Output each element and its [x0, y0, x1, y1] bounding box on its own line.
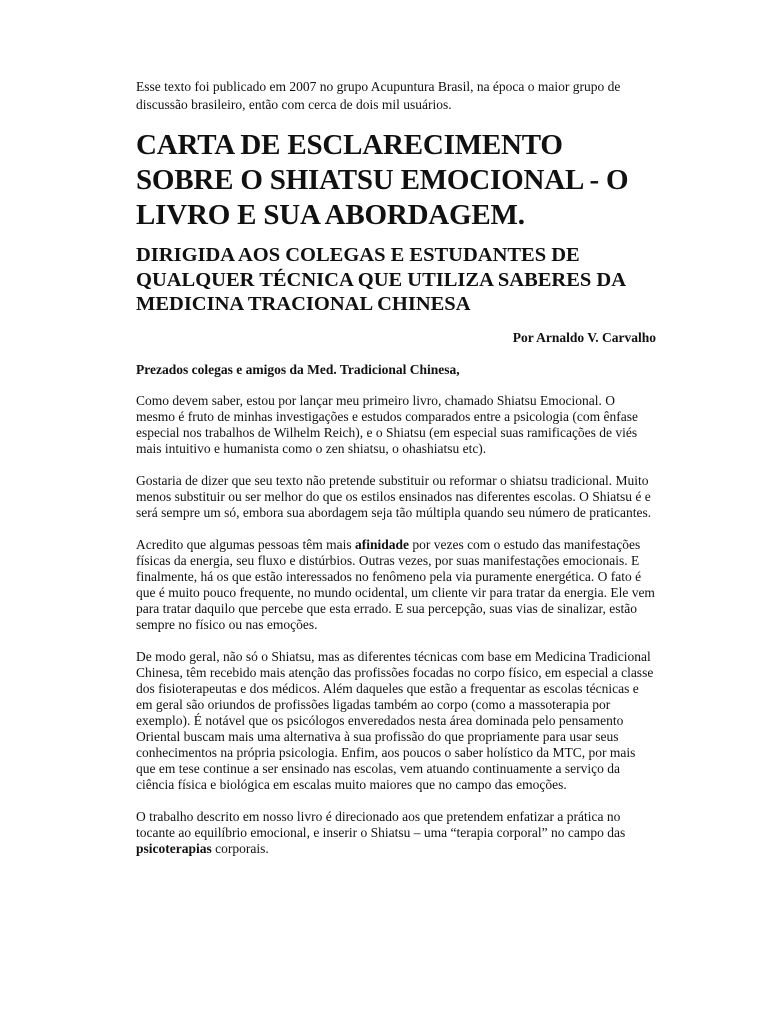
document-subtitle: DIRIGIDA AOS COLEGAS E ESTUDANTES DE QUALQUER TÉCNICA QUE UTILIZA SABERES DA MEDICINA TRACIONAL CHINESA: [136, 244, 625, 315]
paragraph-4: De modo geral, não só o Shiatsu, mas as diferentes técnicas com base em Medicina Tradicional Chinesa, têm recebido mais atenção das profissões focadas no corpo físico, em especial a classe dos fisioterapeutas e dos médicos. Além daqueles que estão a frequentar as escolas técnicas e em geral são oriundos de profissões ligadas também ao corpo (como a massoterapia por exemplo). É notável que os psicólogos enveredados nesta área dominada pelo pensamento Oriental buscam mais uma alternativa à sua profissão do que propriamente para usar seus conhecimentos na própria psicologia. Enfim, aos poucos o saber holístico da MTC, por mais que em tese continue a ser ensinado nas escolas, vem atuando continuamente a serviço da ciência física e biológica em escalas muito maiores que no campo das emoções.: [136, 648, 654, 792]
document-page: [136, 78, 656, 873]
intro-note: Esse texto foi publicado em 2007 no grupo Acupuntura Brasil, na época o maior grupo de discussão brasileiro, então com cerca de dois mil usuários.: [136, 79, 621, 112]
paragraph-3-text-end: por vezes com o estudo das manifestações físicas da energia, seu fluxo e distúrbios. Outras vezes, por suas manifestações emocionais. E finalmente, há os que estão interessados no fenômeno pela via puramente energética. O fato é que é muito pouco frequente, no mundo ocidental, um cliente vir para tratar da energia. Ele vem para tratar daquilo que percebe que esta errado. E sua percepção, suas vias de sinalizar, estão sempre no físico ou nas emoções.: [136, 536, 655, 632]
paragraph-2: Gostaria de dizer que seu texto não pretende substituir ou reformar o shiatsu tradicional. Muito menos substituir ou ser melhor do que os estilos ensinados nas diferentes escolas. O Shiatsu é e será sempre um só, embora sua abordagem seja tão múltipla quando seu número de praticantes.: [136, 472, 652, 520]
greeting: Prezados colegas e amigos da Med. Tradicional Chinesa,: [136, 361, 460, 377]
paragraph-5-emphasis: psicoterapias: [136, 840, 212, 856]
paragraph-3-emphasis: afinidade: [354, 536, 409, 552]
paragraph-3-text-start: Acredito que algumas pessoas têm mais: [136, 536, 355, 552]
paragraph-5-text-end: corporais.: [211, 840, 269, 856]
author-byline: Por Arnaldo V. Carvalho: [512, 329, 656, 345]
paragraph-3: [136, 537, 656, 633]
document-title: CARTA DE ESCLARECIMENTO SOBRE O SHIATSU EMOCIONAL - O LIVRO E SUA ABORDAGEM.: [136, 129, 629, 231]
paragraph-5: [136, 809, 656, 857]
paragraph-5-text-start: O trabalho descrito em nosso livro é direcionado aos que pretendem enfatizar a prática no tocante ao equilíbrio emocional, e inserir o Shiatsu – uma “terapia corporal” no campo das: [136, 808, 626, 840]
paragraph-1: Como devem saber, estou por lançar meu primeiro livro, chamado Shiatsu Emocional. O mesmo é fruto de minhas investigações e estudos comparados entre a psicologia (com ênfase especial nos trabalhos de Wilhelm Reich), e o Shiatsu (em especial suas ramificações de viés mais intuitivo e humanista como o zen shiatsu, o ohashiatsu etc).: [136, 392, 638, 456]
